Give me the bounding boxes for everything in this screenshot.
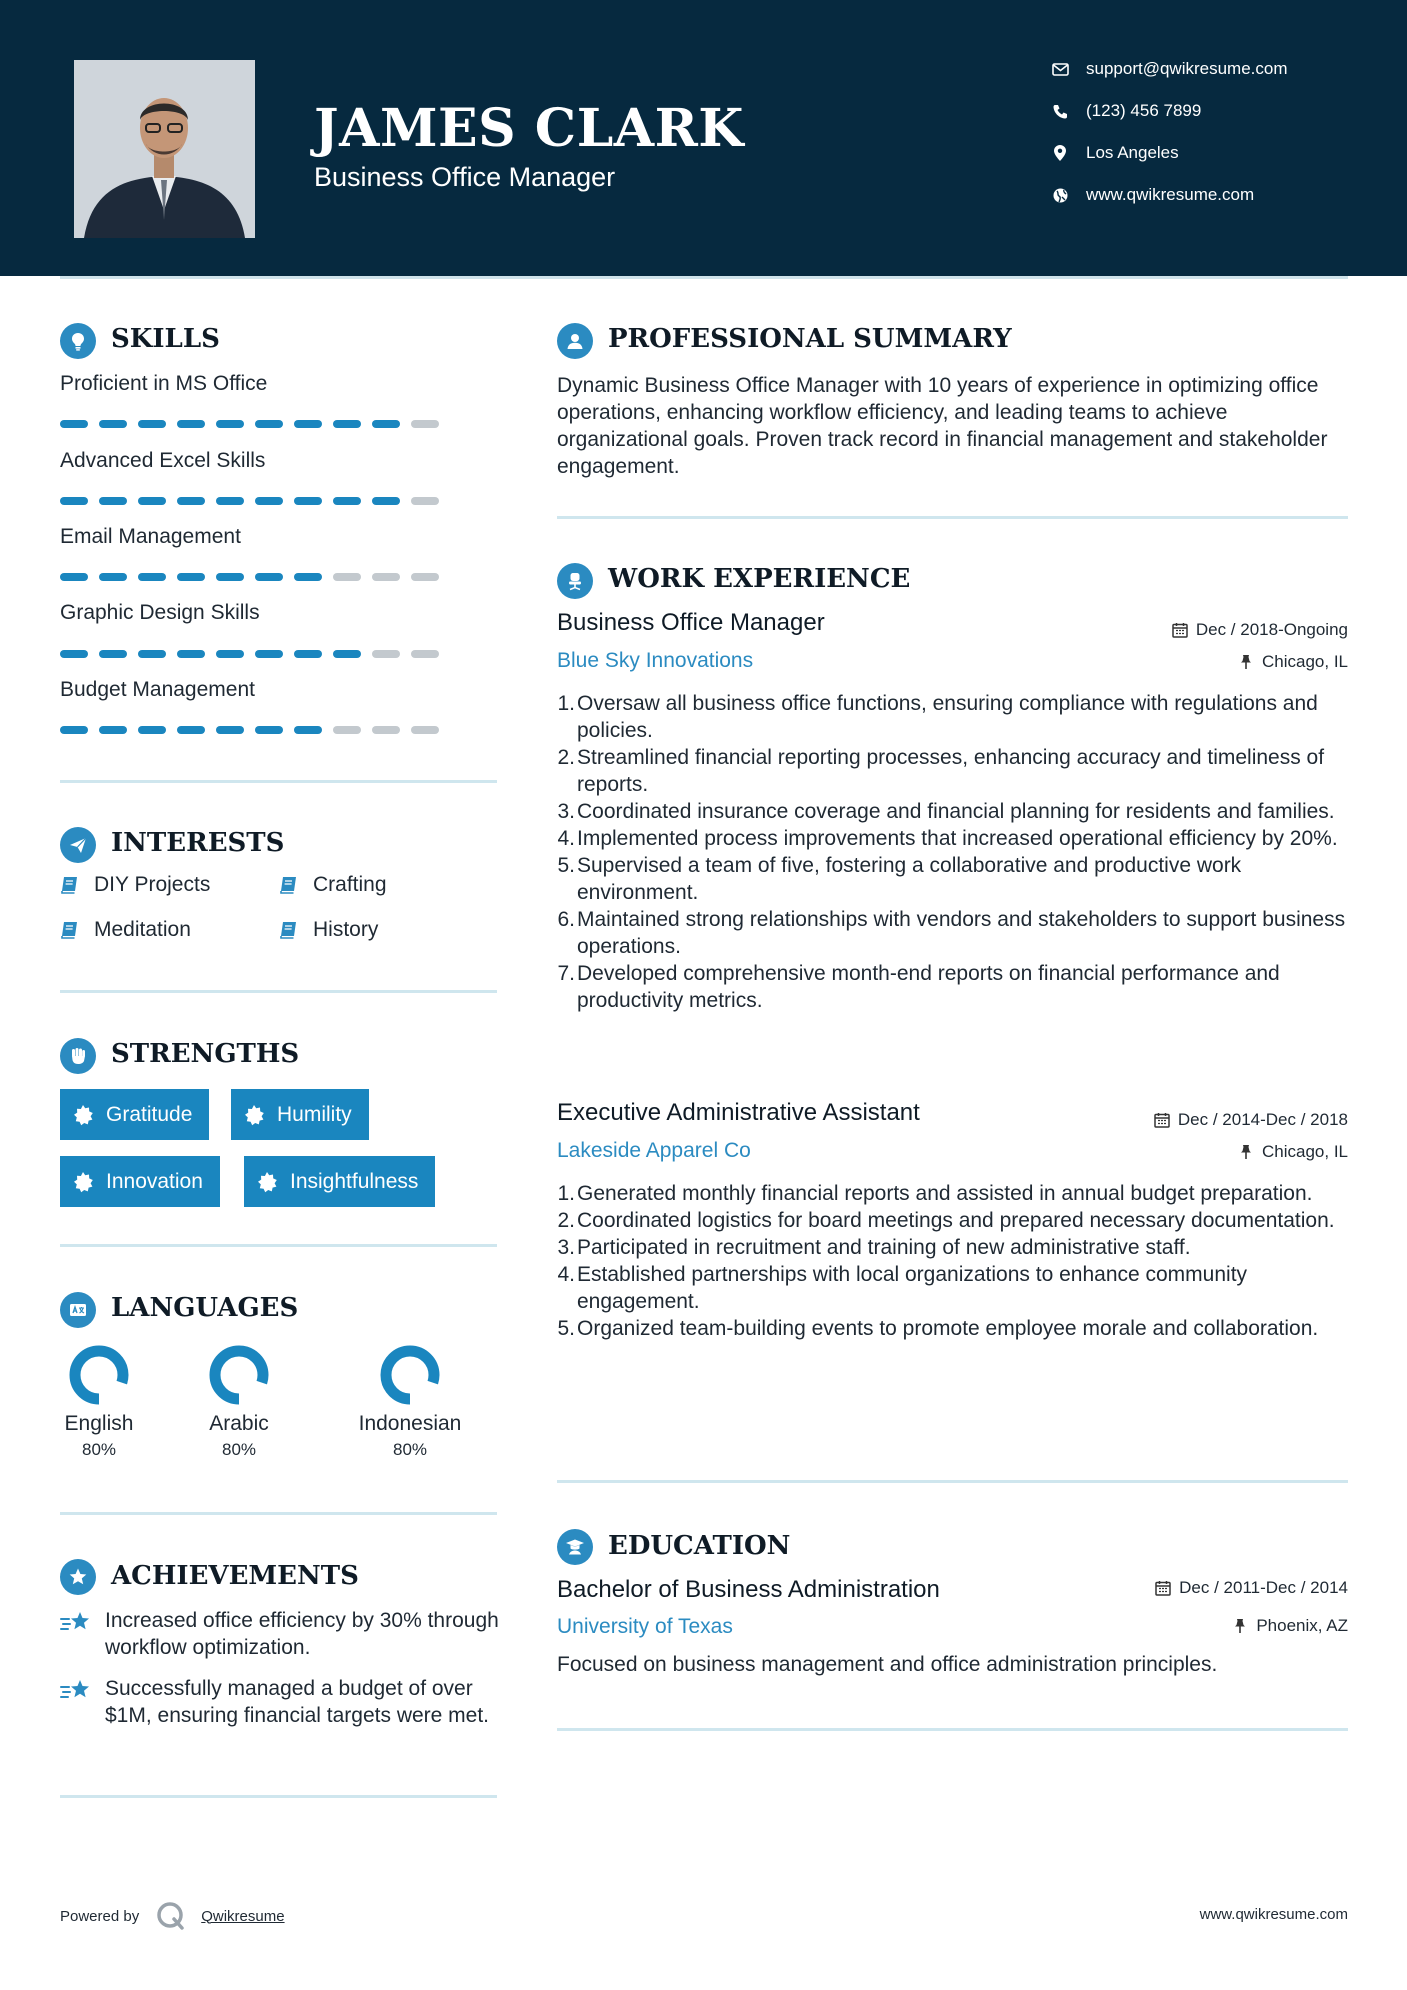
section-divider (557, 1480, 1348, 1483)
responsibility-item (557, 1234, 1357, 1261)
raised-fist-icon (60, 1038, 96, 1074)
skill-level-dash (138, 420, 166, 428)
contact-phone[interactable] (1050, 96, 1390, 126)
contact-location-text: Los Angeles (1086, 143, 1179, 162)
responsibility-item (557, 960, 1357, 1014)
badge-icon (256, 1171, 278, 1193)
responsibility-item (557, 690, 1357, 744)
strength-label: Innovation (106, 1169, 203, 1193)
skill-level-dash (294, 650, 322, 658)
strength-label: Gratitude (106, 1102, 193, 1126)
responsibility-text: Oversaw all business office functions, ensuring compliance with regulations and policies. (577, 692, 1318, 742)
responsibility-text: Implemented process improvements that increased operational efficiency by 20%. (577, 827, 1338, 850)
responsibility-text: Streamlined financial reporting processes, enhancing accuracy and timeliness of reports. (577, 746, 1325, 796)
interest-label: Meditation (94, 918, 191, 941)
section-divider (557, 516, 1348, 519)
book-icon (60, 920, 80, 940)
skill-level-dash (333, 650, 361, 658)
education-title: EDUCATION (608, 1531, 791, 1561)
responsibility-item (557, 852, 1357, 906)
skill-level-dash (333, 420, 361, 428)
skill-level-dash (411, 573, 439, 581)
skill-level-dash (372, 650, 400, 658)
responsibility-number: 5. (557, 854, 575, 877)
responsibility-item (557, 1180, 1357, 1207)
section-divider (60, 1512, 497, 1515)
education-date (1155, 1578, 1348, 1598)
skill-level-dash (60, 497, 88, 505)
responsibility-text: Organized team-building events to promote employee morale and collaboration. (577, 1317, 1319, 1340)
skill-level-dash (138, 573, 166, 581)
pushpin-icon (1232, 1618, 1248, 1634)
skill-level-dash (294, 573, 322, 581)
badge-icon (72, 1171, 94, 1193)
skill-level-bar (60, 497, 450, 505)
skill-level-dash (255, 726, 283, 734)
office-chair-icon (557, 563, 593, 599)
responsibility-number: 3. (557, 800, 575, 823)
achievement-text: Successfully managed a budget of over $1M, ensuring financial targets were met. (105, 1677, 490, 1727)
skill-level-dash (411, 497, 439, 505)
skill-name: Advanced Excel Skills (60, 449, 266, 472)
language-item (29, 1344, 169, 1460)
skill-level-bar (60, 420, 450, 428)
interest-item (60, 873, 210, 897)
powered-by (60, 1900, 285, 1932)
responsibility-number: 1. (557, 1182, 575, 1205)
skill-name: Proficient in MS Office (60, 372, 268, 395)
powered-by-text: Powered by (60, 1907, 140, 1925)
job-company: Lakeside Apparel Co (557, 1139, 751, 1162)
star-icon (60, 1559, 96, 1595)
qwikresume-logo-icon (155, 1900, 187, 1932)
job-location (1238, 1142, 1348, 1162)
responsibility-text: Coordinated insurance coverage and financial planning for residents and families. (577, 800, 1335, 823)
skill-level-dash (177, 420, 205, 428)
skill-level-dash (372, 420, 400, 428)
strength-label: Insightfulness (290, 1169, 419, 1193)
job-location-text: Chicago, IL (1262, 652, 1348, 671)
responsibility-text: Established partnerships with local organizations to enhance community engagement. (577, 1263, 1248, 1313)
shooting-star-icon (60, 1609, 94, 1639)
responsibility-item (557, 906, 1357, 960)
strength-tag (60, 1156, 220, 1207)
shooting-star-icon (60, 1677, 94, 1707)
skill-level-dash (372, 573, 400, 581)
interest-item (279, 918, 378, 942)
pushpin-icon (1238, 1144, 1254, 1160)
resume-header (0, 0, 1407, 276)
job-location (1238, 652, 1348, 672)
skill-level-dash (99, 573, 127, 581)
responsibility-item (557, 825, 1357, 852)
interest-label: DIY Projects (94, 873, 211, 896)
paper-plane-icon (60, 827, 96, 863)
interest-label: Crafting (313, 873, 387, 896)
language-progress-ring (208, 1344, 270, 1406)
job-date-text: Dec / 2014-Dec / 2018 (1177, 1110, 1348, 1129)
strength-tag (244, 1156, 435, 1207)
candidate-role: Business Office Manager (314, 162, 616, 192)
school-name: University of Texas (557, 1615, 733, 1638)
responsibility-number: 4. (557, 827, 575, 850)
achievement-item (60, 1675, 500, 1729)
skill-level-dash (411, 726, 439, 734)
skill-level-dash (255, 650, 283, 658)
language-percent: 80% (81, 1440, 117, 1459)
job-title: Executive Administrative Assistant (557, 1099, 920, 1126)
contact-email-text: support@qwikresume.com (1086, 59, 1288, 78)
globe-icon (1050, 185, 1070, 205)
book-icon (60, 875, 80, 895)
skill-level-dash (138, 726, 166, 734)
skill-level-dash (294, 726, 322, 734)
skill-level-dash (177, 726, 205, 734)
graduate-icon (557, 1529, 593, 1565)
responsibility-number: 7. (557, 962, 575, 985)
skill-name: Budget Management (60, 678, 255, 701)
job-responsibilities (557, 1180, 1357, 1342)
profile-photo (74, 60, 255, 238)
responsibility-text: Coordinated logistics for board meetings and prepared necessary documentation. (577, 1209, 1335, 1232)
contact-phone-text: (123) 456 7899 (1086, 101, 1202, 120)
skill-level-dash (216, 573, 244, 581)
skill-level-dash (216, 420, 244, 428)
language-icon (60, 1292, 96, 1328)
achievement-text: Increased office efficiency by 30% through workflow optimization. (105, 1609, 499, 1659)
skill-level-dash (255, 497, 283, 505)
job-date (1154, 1110, 1348, 1130)
skill-level-dash (60, 420, 88, 428)
skill-level-dash (216, 650, 244, 658)
skill-level-dash (372, 497, 400, 505)
envelope-icon (1050, 59, 1070, 79)
calendar-icon (1155, 1580, 1171, 1596)
language-percent: 80% (392, 1440, 428, 1459)
user-icon (557, 323, 593, 359)
language-item (340, 1344, 480, 1460)
footer-website-link[interactable]: www.qwikresume.com (1199, 1906, 1348, 1923)
section-divider (60, 780, 497, 783)
person-portrait-icon (74, 60, 255, 238)
skill-level-dash (177, 497, 205, 505)
responsibility-text: Developed comprehensive month-end reports on financial performance and productivity metrics. (577, 962, 1280, 1012)
degree-title: Bachelor of Business Administration (557, 1576, 940, 1603)
language-name: Indonesian (358, 1412, 462, 1435)
skill-level-dash (60, 726, 88, 734)
calendar-icon (1154, 1112, 1170, 1128)
language-name: English (64, 1412, 134, 1435)
section-divider (557, 1728, 1348, 1731)
contact-website-text: www.qwikresume.com (1086, 185, 1255, 204)
map-pin-icon (1050, 143, 1070, 163)
achievements-title: ACHIEVEMENTS (111, 1561, 359, 1591)
job-company: Blue Sky Innovations (557, 649, 754, 672)
skill-level-dash (177, 650, 205, 658)
achievement-item (60, 1607, 500, 1661)
candidate-name: JAMES CLARK (314, 98, 745, 159)
skill-level-dash (372, 726, 400, 734)
responsibility-item (557, 798, 1357, 825)
skill-level-dash (333, 573, 361, 581)
language-progress-ring (379, 1344, 441, 1406)
responsibility-number: 2. (557, 1209, 575, 1232)
skill-level-dash (333, 726, 361, 734)
job-location-text: Chicago, IL (1262, 1142, 1348, 1161)
job-responsibilities (557, 690, 1357, 1014)
skill-level-dash (60, 650, 88, 658)
skill-level-dash (333, 497, 361, 505)
skill-level-dash (216, 497, 244, 505)
phone-icon (1050, 101, 1070, 121)
strength-label: Humility (277, 1102, 352, 1126)
responsibility-number: 5. (557, 1317, 575, 1340)
skill-level-dash (216, 726, 244, 734)
education-location (1232, 1616, 1348, 1636)
skill-level-dash (411, 420, 439, 428)
calendar-icon (1172, 622, 1188, 638)
lightbulb-icon (60, 323, 96, 359)
skill-level-dash (411, 650, 439, 658)
responsibility-number: 3. (557, 1236, 575, 1259)
skill-level-dash (99, 726, 127, 734)
summary-title: PROFESSIONAL SUMMARY (608, 324, 1012, 354)
responsibility-number: 4. (557, 1263, 575, 1286)
skill-level-dash (294, 420, 322, 428)
skill-level-dash (255, 573, 283, 581)
skill-level-dash (99, 420, 127, 428)
language-item (169, 1344, 309, 1460)
language-progress-ring (68, 1344, 130, 1406)
job-date-text: Dec / 2018-Ongoing (1195, 620, 1348, 639)
pushpin-icon (1238, 654, 1254, 670)
skill-level-dash (138, 650, 166, 658)
language-name: Arabic (209, 1412, 269, 1435)
strength-tag (231, 1089, 369, 1140)
header-divider (60, 276, 1348, 279)
badge-icon (243, 1104, 265, 1126)
skill-level-dash (294, 497, 322, 505)
responsibility-text: Supervised a team of five, fostering a collaborative and productive work environment. (577, 854, 1242, 904)
language-percent: 80% (221, 1440, 257, 1459)
strengths-title: STRENGTHS (111, 1039, 300, 1069)
badge-icon (72, 1104, 94, 1126)
contact-location (1050, 138, 1390, 168)
book-icon (279, 920, 299, 940)
job-title: Business Office Manager (557, 609, 825, 636)
experience-title: WORK EXPERIENCE (608, 564, 911, 594)
skill-level-dash (99, 497, 127, 505)
responsibility-item (557, 1261, 1357, 1315)
skill-level-dash (60, 573, 88, 581)
skill-level-bar (60, 573, 450, 581)
skill-level-bar (60, 650, 450, 658)
job-date (1172, 620, 1348, 640)
contact-email[interactable] (1050, 54, 1390, 84)
responsibility-number: 2. (557, 746, 575, 769)
responsibility-text: Generated monthly financial reports and assisted in annual budget preparation. (577, 1182, 1313, 1205)
skill-level-dash (138, 497, 166, 505)
responsibility-number: 6. (557, 908, 575, 931)
skill-level-dash (255, 420, 283, 428)
skill-level-dash (177, 573, 205, 581)
interest-item (60, 918, 191, 942)
skill-name: Email Management (60, 525, 241, 548)
skills-title: SKILLS (111, 324, 220, 354)
book-icon (279, 875, 299, 895)
brand-link[interactable]: Qwikresume (201, 1907, 285, 1925)
responsibility-item (557, 1315, 1357, 1342)
responsibility-text: Participated in recruitment and training of new administrative staff. (577, 1236, 1191, 1259)
education-description: Focused on business management and office administration principles. (557, 1653, 1218, 1676)
languages-title: LANGUAGES (111, 1293, 299, 1323)
responsibility-number: 1. (557, 692, 575, 715)
section-divider (60, 990, 497, 993)
strength-tag (60, 1089, 209, 1140)
interests-title: INTERESTS (111, 828, 285, 858)
section-divider (60, 1795, 497, 1798)
interest-item (279, 873, 387, 897)
education-location-text: Phoenix, AZ (1256, 1616, 1348, 1635)
responsibility-text: Maintained strong relationships with vendors and stakeholders to support business operations. (577, 908, 1346, 958)
section-divider (60, 1244, 497, 1247)
responsibility-item (557, 744, 1357, 798)
contact-website[interactable] (1050, 180, 1390, 210)
interest-label: History (313, 918, 379, 941)
skill-name: Graphic Design Skills (60, 601, 260, 624)
skill-level-dash (99, 650, 127, 658)
skill-level-bar (60, 726, 450, 734)
responsibility-item (557, 1207, 1357, 1234)
education-date-text: Dec / 2011-Dec / 2014 (1179, 1578, 1348, 1597)
summary-text: Dynamic Business Office Manager with 10 years of experience in optimizing office operations, enhancing workflow efficiency, and leading teams to achieve organizational goals. Proven track record in financial management and stakeholder engagement. (557, 374, 1328, 478)
